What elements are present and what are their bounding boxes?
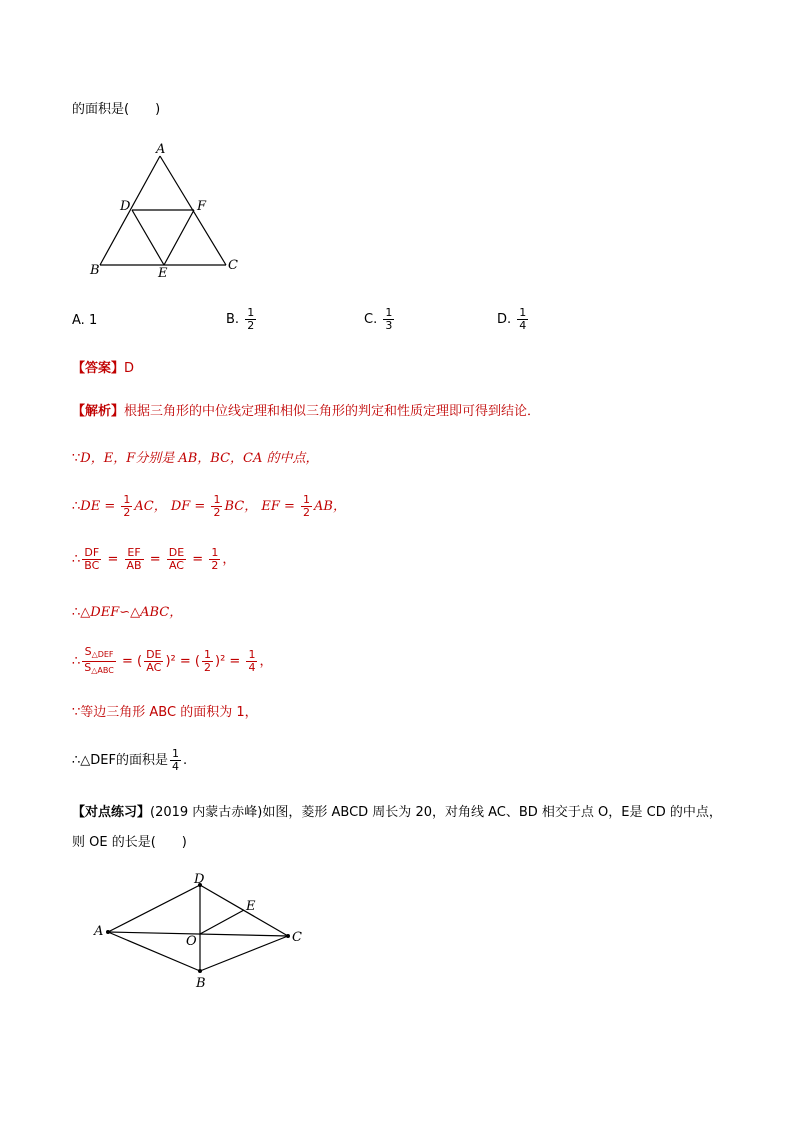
diagonal-ac [108,932,288,936]
option-b: B. $\frac{1}{2}$ [226,306,255,332]
step-7: ∴△DEF的面积是 $\frac{1}{4}$ . [72,747,188,773]
point-c [286,934,290,938]
question-tail: 的面积是( ) [72,102,161,117]
practice-line-2: 则 OE 的长是( ) [72,835,187,850]
analysis-intro: 根据三角形的中位线定理和相似三角形的判定和性质定理即可得到结论． [124,404,541,419]
step-5: ∴ $\frac{S_{\triangle DEF}}{S_{\triangle ABC}}$ = ( $\frac{DE}{AC}$ )² = ( $\frac{1}{2}$ )² = $\frac{1}{4}$ ， [72,645,273,675]
option-c: C. $\frac{1}{3}$ [364,306,393,332]
rhombus-figure [88,872,318,992]
label-a: A [156,142,166,157]
label-b: B [90,263,100,278]
label-b: B [196,976,206,991]
step-2: ∴DE = $\frac{1}{2}$ AC， DF = $\frac{1}{2}$ BC， EF = $\frac{1}{2}$ AB， [72,493,346,519]
segment-ef [164,210,194,265]
side-ad [108,885,200,932]
practice-line-1: 【对点练习】(2019 内蒙古赤峰)如图，菱形 ABCD 周长为 20，对角线 AC、BD 相交于点 O，E是 CD 的中点， [72,805,722,820]
label-d: D [120,199,131,214]
point-a [106,930,110,934]
label-d: D [194,872,205,887]
label-o: O [186,934,197,949]
practice-tag: 【对点练习】 [72,805,151,820]
side-cb [200,936,288,971]
answer-tag: 【答案】 [72,361,125,376]
option-c-fraction: $\frac{1}{3}$ [385,306,393,332]
step-3: ∴ $\frac{DF}{BC}$ = $\frac{EF}{AB}$ = $\frac{DE}{AC}$ = $\frac{1}{2}$ ， [72,546,236,572]
segment-de [132,210,164,265]
label-e: E [246,899,256,914]
analysis-line [72,404,540,420]
step-4: ∴△DEF∽△ABC， [72,605,183,620]
answer-line [72,361,134,377]
option-d-fraction: $\frac{1}{4}$ [519,306,527,332]
answer-value: D [124,361,135,376]
segment-oe [200,910,244,934]
label-e: E [158,266,168,281]
label-c: C [228,258,238,273]
point-b [198,969,202,973]
option-b-fraction: $\frac{1}{2}$ [247,306,255,332]
triangle-figure [80,138,250,283]
label-f: F [197,199,207,214]
analysis-tag: 【解析】 [72,404,125,419]
label-c: C [292,930,302,945]
option-a: A. 1 [72,313,98,328]
option-d: D. $\frac{1}{4}$ [497,306,527,332]
step-6: ∵等边三角形 ABC 的面积为 1， [72,705,258,720]
label-a: A [94,924,104,939]
step-1: ∵D，E，F分别是 AB，BC，CA 的中点， [72,451,319,466]
